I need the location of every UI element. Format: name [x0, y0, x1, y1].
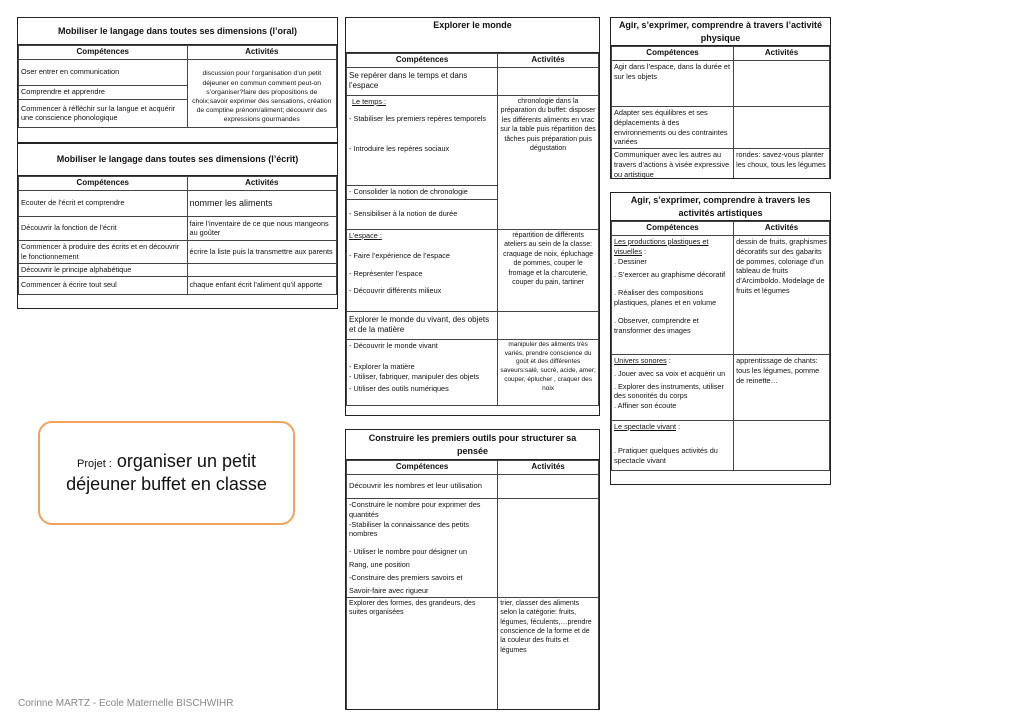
plastiques-item-3: . Réaliser des compositions plastiques, planes et en volume [614, 288, 717, 308]
sonores-item-2: . Explorer des instruments, utiliser des sonorités du corps [614, 381, 724, 401]
temps-label: Le temps : [352, 96, 387, 106]
oral-comp-1: Oser entrer en communication [19, 59, 188, 85]
vivant-item-3: - Utiliser, fabriquer, manipuler des objets [349, 371, 480, 381]
sonores-activity: apprentissage de chants: tous les légumes, pomme de reinette… [734, 354, 830, 420]
physique-col-comp: Compétences [612, 47, 734, 61]
espace-activity: répartition de différents ateliers au sein de la classe: craquage de noix, épluchage de pommes, couper le fromage et la charcuterie, couper du pain, tartiner [498, 229, 599, 311]
projet-prefix: Projet : [77, 457, 112, 470]
oral-col-comp: Compétences [19, 46, 188, 60]
physique-act-1 [734, 60, 830, 106]
formes-heading: Explorer des formes, des grandeurs, des suites organisées [347, 597, 498, 710]
temps-item-4: - Sensibiliser à la notion de durée [347, 199, 498, 229]
plastiques-activity: dessin de fruits, graphismes décoratifs sur des gabarits de pommes, coloriage d’un tableau de fruits d’Arcimboldo. Modelage de fruits et légumes [734, 235, 830, 354]
physique-comp-2: Adapter ses équilibres et ses déplacements à des environnements ou des contraintes variées [612, 106, 734, 148]
artistiques-col-act: Activités [734, 222, 830, 236]
physique-col-act: Activités [734, 47, 830, 61]
physique-act-2 [734, 106, 830, 148]
temps-activity: chronologie dans la préparation du buffet: disposer les différents aliments en vrac sur la table puis répartition des tâches puis préparation puis dégustation [498, 95, 599, 229]
oral-comp-2: Comprendre et apprendre [19, 85, 188, 99]
plastiques-label: Les productions plastiques et visuelles : [614, 236, 709, 256]
artistiques-title: Agir, s’exprimer, comprendre à travers les activités artistiques [611, 193, 830, 221]
explorer-col-act: Activités [498, 54, 599, 68]
temps-item-1: - Stabiliser les premiers repères temporels [349, 113, 487, 123]
spectacle-item-1: . Pratiquer quelques activités du spectacle vivant [614, 445, 718, 465]
outils-col-act: Activités [498, 461, 599, 475]
oral-comp-3: Commencer à réfléchir sur la langue et acquérir une conscience phonologique [19, 99, 188, 127]
ecrit-col-act: Activités [187, 177, 336, 191]
ecrit-table [17, 143, 338, 309]
plastiques-item-4: . Observer, comprendre et transformer des images [614, 315, 699, 335]
ecrit-comp-1: Ecouter de l’écrit et comprendre [19, 190, 188, 216]
sonores-label: Univers sonores : [614, 355, 671, 365]
outils-title: Construire les premiers outils pour structurer sa pensée [346, 430, 599, 460]
physique-act-3: rondes: savez-vous planter les choux, tous les légumes [734, 149, 830, 179]
explorer-col-comp: Compétences [347, 54, 498, 68]
artistiques-table [610, 192, 831, 485]
nombres-item-2: -Stabiliser la connaissance des petits nombres [349, 519, 470, 539]
espace-item-3: - Découvrir différents milieux [349, 286, 442, 296]
nombres-heading: Découvrir les nombres et leur utilisation [347, 474, 498, 498]
footer-author: Corinne MARTZ - Ecole Maternelle BISCHWIHR [18, 698, 234, 709]
ecrit-act-1: nommer les aliments [187, 190, 336, 216]
oral-col-act: Activités [187, 46, 336, 60]
explorer-title: Explorer le monde [346, 18, 599, 53]
ecrit-act-2: faire l’inventaire de ce que nous mangeons au goûter [187, 216, 336, 240]
physique-comp-1: Agir dans l’espace, dans la durée et sur les objets [612, 60, 734, 106]
nombres-item-4: Rang, une position [349, 560, 410, 570]
physique-table [610, 17, 831, 179]
outils-table [345, 429, 600, 710]
vivant-activity: manipuler des aliments très variés, prendre conscience du goût et des différentes saveurs:salé, sucré, acide, amer; couper, éplucher , craquer des noix [498, 339, 599, 405]
ecrit-title: Mobiliser le langage dans toutes ses dimensions (l’écrit) [18, 144, 337, 176]
nombres-item-5: -Construire des premiers savoirs et [349, 572, 463, 582]
plastiques-item-2: . S’exercer au graphisme décoratif [614, 270, 726, 280]
ecrit-comp-2: Découvrir la fonction de l’écrit [19, 216, 188, 240]
espace-item-2: - Représenter l’espace [349, 268, 423, 278]
temps-item-2: - Introduire les repères sociaux [349, 143, 450, 153]
sonores-item-1: . Jouer avec sa voix et acquérir un [614, 368, 726, 378]
ecrit-col-comp: Compétences [19, 177, 188, 191]
outils-col-comp: Compétences [347, 461, 498, 475]
vivant-item-4: - Utiliser des outils numériques [349, 384, 449, 394]
nombres-item-1: -Construire le nombre pour exprimer des quantités [349, 499, 481, 519]
vivant-heading: Explorer le monde du vivant, des objets et de la matière [347, 311, 498, 339]
ecrit-act-5: chaque enfant écrit l’aliment qu’il apporte [187, 276, 336, 294]
spectacle-label: Le spectacle vivant : [614, 421, 681, 431]
espace-label: L’espace : [349, 230, 382, 240]
espace-item-1: - Faire l’expérience de l’espace [349, 250, 450, 260]
temps-item-3: - Consolider la notion de chronologie [347, 185, 498, 199]
sonores-item-3: . Affiner son écoute [614, 401, 677, 411]
vivant-item-1: - Découvrir le monde vivant [349, 340, 438, 350]
ecrit-comp-5: Commencer à écrire tout seul [19, 276, 188, 294]
nombres-item-6: Savoir-faire avec rigueur [349, 585, 429, 595]
ecrit-act-4 [187, 263, 336, 276]
physique-comp-3: Communiquer avec les autres au travers d’actions à visée expressive ou artistique [612, 149, 734, 179]
ecrit-act-3: écrire la liste puis la transmettre aux parents [187, 240, 336, 263]
plastiques-item-1: . Dessiner [614, 256, 647, 266]
oral-activity: discussion pour l’organisation d’un petit déjeuner en commun comment peut-on s’organiser?faire des propositions de choix;savoir exprimer des sensations, création de comptine prénom/aliment; découvrir des expressions gourmandes [187, 59, 336, 127]
formes-activity: trier, classer des aliments selon la catégorie: fruits, légumes, féculents,…prendre conscience de la forme et de la couleur des fruits et légumes [498, 597, 599, 710]
projet-text: organiser un petit déjeuner buffet en classe [66, 450, 267, 494]
nombres-item-3: - Utiliser le nombre pour désigner un [349, 547, 468, 557]
vivant-item-2: - Explorer la matière [349, 361, 415, 371]
oral-title: Mobiliser le langage dans toutes ses dimensions (l’oral) [18, 18, 337, 45]
oral-table [17, 17, 338, 143]
explorer-table [345, 17, 600, 416]
projet-box [38, 421, 295, 525]
ecrit-comp-3: Commencer à produire des écrits et en découvrir le fonctionnement [19, 240, 188, 263]
artistiques-col-comp: Compétences [612, 222, 734, 236]
physique-title: Agir, s’exprimer, comprendre à travers l’activité physique [611, 18, 830, 46]
ecrit-comp-4: Découvrir le principe alphabétique [19, 263, 188, 276]
temps-heading: Se repérer dans le temps et dans l’espace [347, 67, 498, 95]
